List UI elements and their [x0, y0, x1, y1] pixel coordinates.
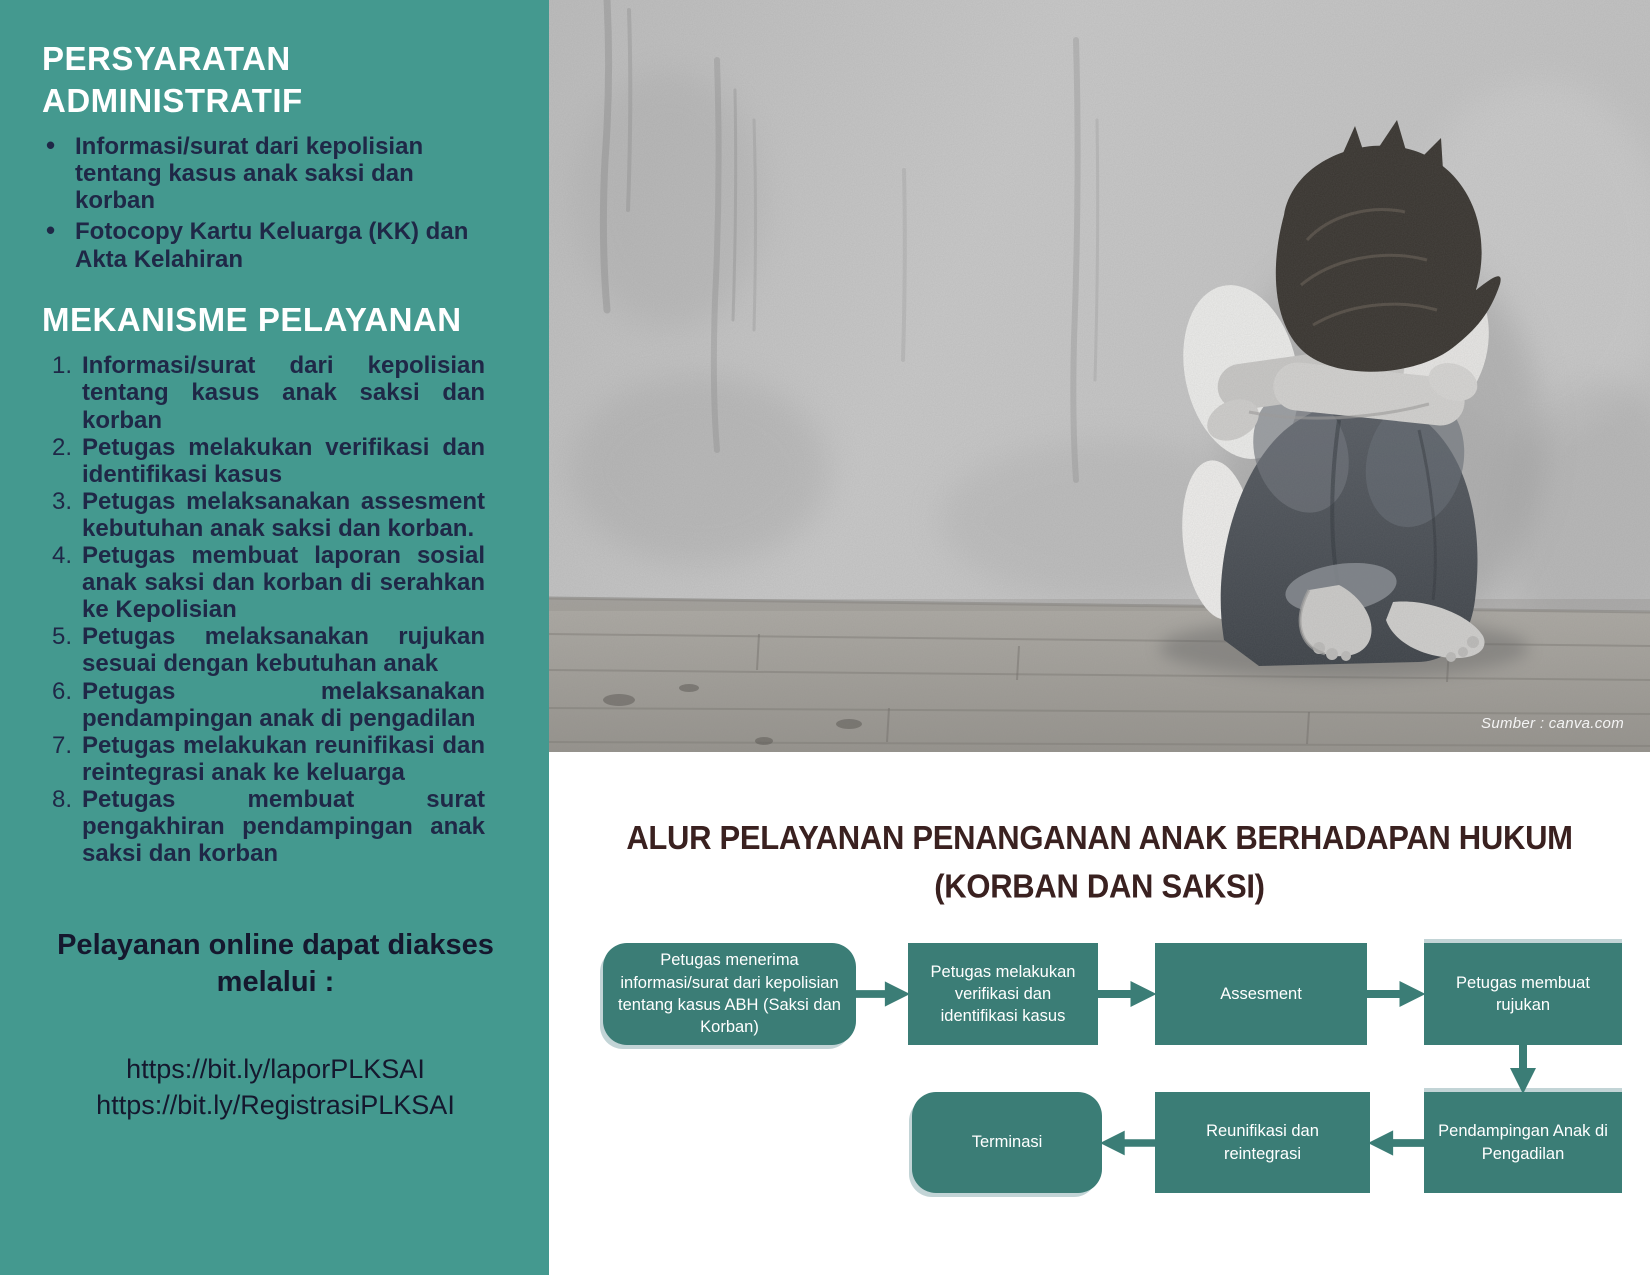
flow-arrow-left-icon — [1100, 1130, 1157, 1156]
item-text: Petugas melaksanakan assesment kebutuhan anak saksi dan korban. — [82, 487, 485, 542]
online-service-links — [42, 1052, 509, 1124]
list-item — [52, 786, 485, 867]
flowchart-title-line1: ALUR PELAYANAN PENANGANAN ANAK BERHADAPAN HUKUM — [626, 818, 1573, 857]
list-item — [52, 623, 485, 677]
list-item: • Informasi/surat dari kepolisian tentang kasus anak saksi dan korban — [42, 133, 483, 214]
left-panel — [0, 0, 549, 1275]
item-number: 5. — [52, 623, 73, 651]
list-item — [52, 434, 485, 488]
photo-sad-child — [549, 0, 1650, 752]
item-number: 1. — [52, 352, 73, 380]
item-text: Petugas melakukan reunifikasi dan reintegrasi anak ke keluarga — [82, 731, 485, 786]
flow-box-verifikasi: Petugas melakukan verifikasi dan identifikasi kasus — [908, 943, 1098, 1045]
flow-arrow-right-icon — [1096, 981, 1157, 1007]
item-number: 7. — [52, 731, 73, 759]
flow-box-rujukan: Petugas membuat rujukan — [1424, 943, 1622, 1045]
item-text: Petugas membuat surat pengakhiran pendampingan anak saksi dan korban — [82, 786, 485, 868]
service-mechanism-title: MEKANISME PELAYANAN — [42, 300, 462, 338]
flow-arrow-left-icon — [1368, 1130, 1426, 1156]
list-item — [52, 542, 485, 623]
item-number: 6. — [52, 677, 73, 705]
service-mechanism-list — [52, 352, 509, 867]
flow-box-terminasi: Terminasi — [912, 1092, 1102, 1193]
flow-box-assesment: Assesment — [1155, 943, 1367, 1045]
flow-box-reunifikasi: Reunifikasi dan reintegrasi — [1155, 1092, 1370, 1193]
flow-box-petugas-menerima: Petugas menerima informasi/surat dari kepolisian tentang kasus ABH (Saksi dan Korban) — [603, 943, 856, 1045]
flow-arrow-down-icon — [1510, 1044, 1536, 1094]
flowchart-title — [549, 814, 1650, 911]
online-service-block — [42, 927, 509, 1123]
photo-source-caption: Sumber : canva.com — [1481, 715, 1624, 732]
item-number: 4. — [52, 542, 73, 570]
item-number: 2. — [52, 433, 73, 461]
report-link[interactable]: https://bit.ly/laporPLKSAI — [126, 1053, 425, 1084]
list-item — [52, 732, 485, 786]
list-item: • Fotocopy Kartu Keluarga (KK) dan Akta Kelahiran — [42, 218, 483, 272]
item-text: Informasi/surat dari kepolisian tentang kasus anak saksi dan korban — [82, 352, 485, 434]
item-text: Petugas membuat laporan sosial anak saksi dan korban di serahkan ke Kepolisian — [82, 542, 485, 624]
flow-box-pendampingan: Pendampingan Anak di Pengadilan — [1424, 1092, 1622, 1193]
item-number: 3. — [52, 487, 73, 515]
online-service-heading: Pelayanan online dapat diakses melalui : — [57, 929, 494, 998]
item-number: 8. — [52, 786, 73, 814]
item-text: Petugas melaksanakan rujukan sesuai dengan kebutuhan anak — [82, 623, 485, 678]
admin-requirements-list — [42, 133, 509, 273]
flowchart-section — [549, 752, 1650, 1275]
admin-requirements-title: PERSYARATAN ADMINISTRATIF — [42, 40, 303, 119]
flow-arrow-right-icon — [1365, 981, 1426, 1007]
list-item — [52, 488, 485, 542]
flowchart-title-line2: (KORBAN DAN SAKSI) — [934, 867, 1265, 906]
flow-arrow-right-icon — [852, 981, 910, 1007]
list-item — [52, 352, 485, 433]
registration-link[interactable]: https://bit.ly/RegistrasiPLKSAI — [96, 1089, 455, 1120]
item-text: Petugas melaksanakan pendampingan anak di pengadilan — [82, 677, 485, 732]
item-text: Petugas melakukan verifikasi dan identifikasi kasus — [82, 433, 485, 488]
list-item — [52, 678, 485, 732]
photo-illustration — [549, 0, 1650, 752]
